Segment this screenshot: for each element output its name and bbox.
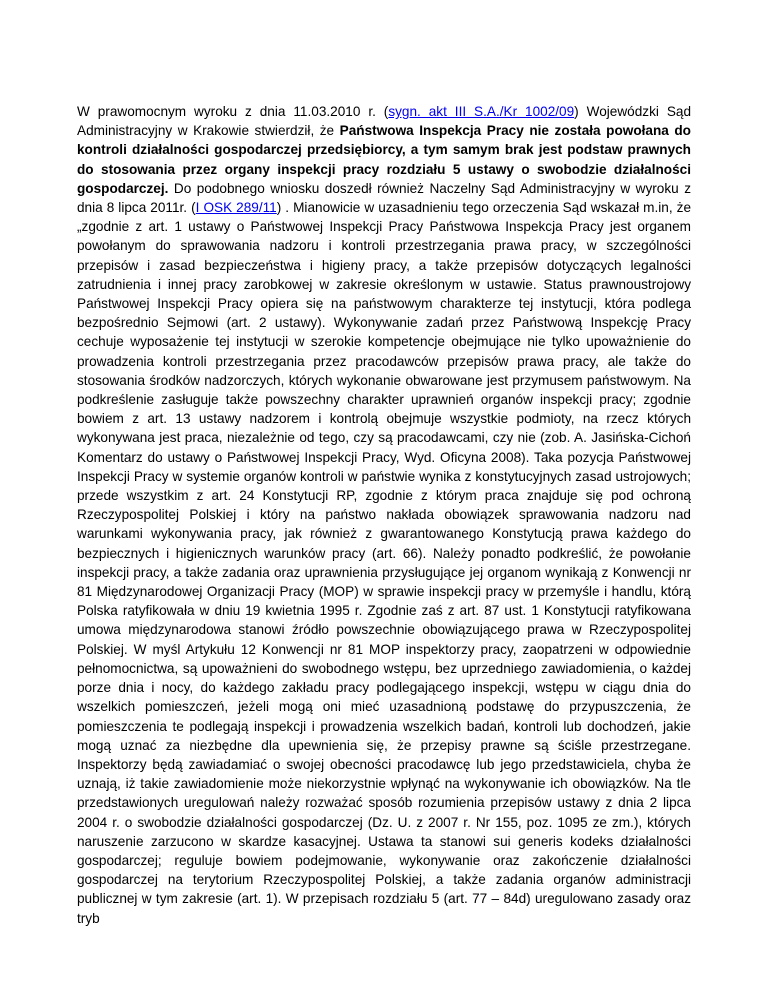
bold-statement: Państwowa Inspekcja Pracy nie została powołana do kontroli działalności gospodarczej przedsiębiorcy, a tym samym brak jest podstaw prawnych do stosowania przez organy inspekcji pracy rozdziału 5 ustawy o swobodzie działalności gospodarczej. xyxy=(77,123,691,196)
document-page xyxy=(77,102,691,928)
case-reference-link[interactable]: sygn. akt III S.A./Kr 1002/09 xyxy=(388,104,575,119)
paragraph xyxy=(77,102,691,928)
text-run: ) Wojewódzki Sąd Administracyjny w Krakowie stwierdził, że xyxy=(77,104,692,139)
text-run: W prawomocnym wyroku z dnia 11.03.2010 r. ( xyxy=(77,104,389,119)
case-reference-link[interactable]: I OSK 289/11 xyxy=(195,200,277,216)
text-run: Do podobnego wniosku doszedł również Naczelny Sąd Administracyjny w wyroku z dnia 8 lipca 2011r. ( xyxy=(77,180,691,216)
text-run: ) . Mianowicie w uzasadnieniu tego orzeczenia Sąd wskazał m.in, że „zgodnie z art. 1 ustawy o Państwowej Inspekcji Pracy Państwowa Inspekcja Pracy jest organem powołanym do sprawowania nadzoru i kontroli przestrzegania prawa pracy, w szczególności przepisów i zasad bezpieczeństwa i higieny pracy, a także przepisów dotyczących legalności zatrudnienia i innej pracy zarobkowej w zakresie określonym w ustawie. Status prawnoustrojowy Państwowej Inspekcji Pracy opiera się na państwowym charakterze tej instytucji, która podlega bezpośrednio Sejmowi (art. 2 ustawy). Wykonywanie zadań przez Państwową Inspekcję Pracy cechuje wyposażenie tej instytucji w szerokie kompetencje obejmujące nie tylko upoważnienie do prowadzenia kontroli przestrzegania przez pracodawców przepisów prawa pracy, ale także do stosowania środków nadzorczych, których wykonanie obwarowane jest przymusem państwowym. Na podkreślenie zasługuje także powszechny charakter uprawnień organów inspekcji pracy; zgodnie bowiem z art. 13 ustawy nadzorem i kontrolą obejmuje wszystkie podmioty, na rzecz których wykonywana jest praca, niezależnie od tego, czy są pracodawcami, czy nie (zob. A. Jasińska-Cichoń Komentarz do ustawy o Państwowej Inspekcji Pracy, Wyd. Oficyna 2008). Taka pozycja Państwowej Inspekcji Pracy w systemie organów kontroli w państwie wynika z konstytucyjnych zasad ustrojowych; przede wszystkim z art. 24 Konstytucji RP, zgodnie z którym praca znajduje się pod ochroną Rzeczypospolitej Polskiej i który na państwo nakłada obowiązek sprawowania nadzoru nad warunkami wykonywania pracy, jak również z gwarantowanego Konstytucją prawa każdego do bezpiecznych i higienicznych warunków pracy (art. 66). Należy ponadto podkreślić, że powołanie inspekcji pracy, a także zadania oraz uprawnienia przysługujące jej organom wynikają z Konwencji nr 81 Międzynarodowej Organizacji Pracy (MOP) w sprawie inspekcji pracy w przemyśle i handlu, którą Polska ratyfikowała w dniu 19 kwietnia 1995 r. Zgodnie zaś z art. 87 ust. 1 Konstytucji ratyfikowana umowa międzynarodowa stanowi źródło powszechnie obowiązującego prawa w Rzeczypospolitej Polskiej. W myśl Artykułu 12 Konwencji nr 81 MOP inspektorzy pracy, zaopatrzeni w odpowiednie pełnomocnictwa, są upoważnieni do swobodnego wstępu, bez uprzedniego zawiadomienia, o każdej porze dnia i nocy, do każdego zakładu pracy podlegającego inspekcji, wstępu w ciągu dnia do wszelkich pomieszczeń, jeżeli mogą oni mieć uzasadnioną podstawę do przypuszczenia, że pomieszczenia te podlegają inspekcji i prowadzenia wszelkich badań, kontroli lub dochodzeń, jakie mogą uznać za niezbędne dla upewnienia się, że przepisy prawne są ściśle przestrzegane. Inspektorzy będą zawiadamiać o swojej obecności pracodawcę lub jego przedstawiciela, chyba że uznają, iż takie zawiadomienie może niekorzystnie wpłynąć na wykonywanie ich obowiązków. Na tle przedstawionych uregulowań należy rozważać sposób rozumienia przepisów ustawy z dnia 2 lipca 2004 r. o swobodzie działalności gospodarczej (Dz. U. z 2007 r. Nr 155, poz. 1095 ze zm.), których naruszenie zarzucono w skardze kasacyjnej. Ustawa ta stanowi sui generis kodeks działalności gospodarczej; reguluje bowiem podejmowanie, wykonywanie oraz zakończenie działalności gospodarczej na terytorium Rzeczypospolitej Polskiej, a także zadania organów administracji publicznej w tym zakresie (art. 1). W przepisach rozdziału 5 (art. 77 – 84d) uregulowano zasady oraz tryb xyxy=(77,200,692,926)
